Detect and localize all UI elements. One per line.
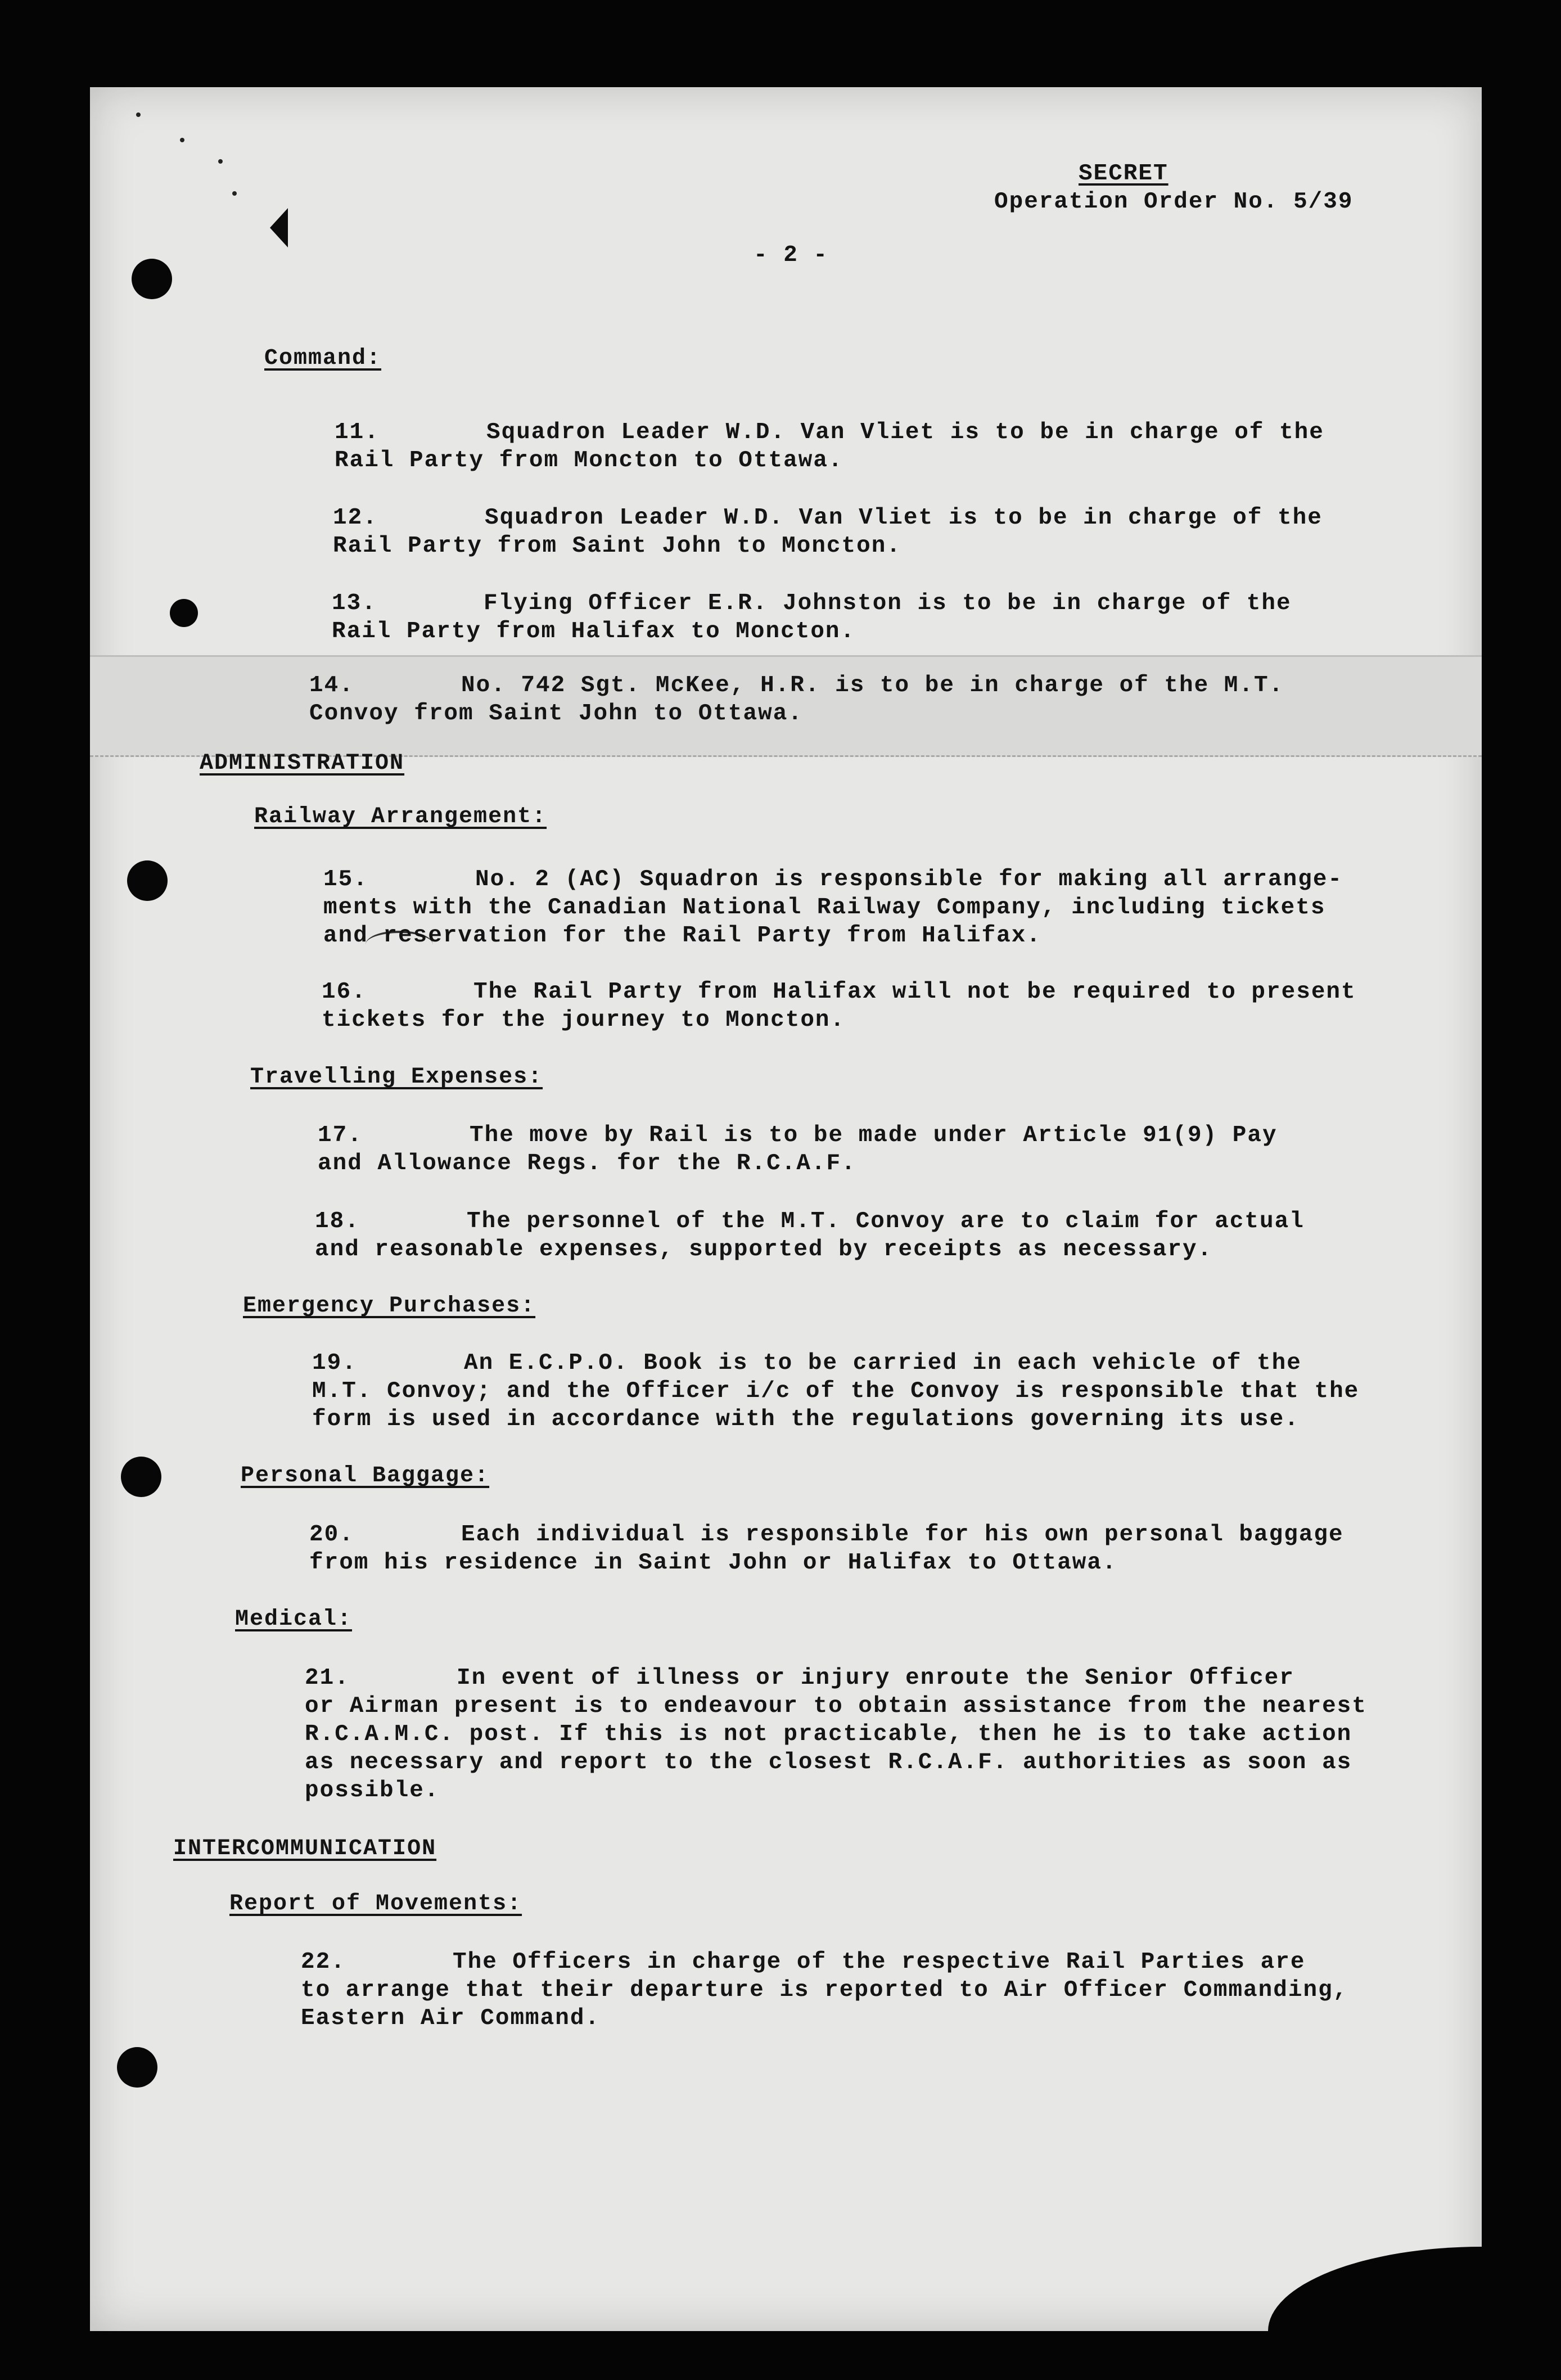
paragraph-19-line-1: 19. An E.C.P.O. Book is to be carried in each vehicle of the (312, 1350, 1302, 1376)
paragraph-number: 17. (318, 1123, 363, 1148)
subheading-travelling-expenses: Travelling Expenses: (250, 1065, 543, 1090)
classification-label: SECRET (1079, 161, 1169, 187)
paragraph-19-line-2: M.T. Convoy; and the Officer i/c of the Convoy is responsible that the (312, 1378, 1360, 1404)
subheading-personal-baggage: Personal Baggage: (241, 1463, 490, 1489)
paragraph-15-line-2: ments with the Canadian National Railway Company, including tickets (323, 895, 1326, 921)
paragraph-16-line-2: tickets for the journey to Moncton. (322, 1007, 846, 1033)
paragraph-21-line-5: possible. (305, 1778, 440, 1804)
paragraph-17-line-2: and Allowance Regs. for the R.C.A.F. (318, 1151, 856, 1177)
paragraph-number: 13. (332, 591, 377, 616)
paragraph-11-line-1: 11. Squadron Leader W.D. Van Vliet is to be in charge of the (335, 420, 1324, 445)
subheading-report-of-movements: Report of Movements: (229, 1891, 522, 1917)
subheading-emergency-purchases: Emergency Purchases: (243, 1293, 536, 1319)
paragraph-21-line-3: R.C.A.M.C. post. If this is not practicable, then he is to take action (305, 1721, 1352, 1747)
paragraph-13-line-2: Rail Party from Halifax to Moncton. (332, 619, 856, 644)
paragraph-15-line-3: and reservation for the Rail Party from Halifax. (323, 923, 1041, 949)
paragraph-number: 15. (323, 867, 368, 893)
paragraph-18-line-1: 18. The personnel of the M.T. Convoy are to claim for actual (315, 1209, 1305, 1234)
dust-speck (232, 191, 237, 196)
paragraph-13-line-1: 13. Flying Officer E.R. Johnston is to be in charge of the (332, 591, 1292, 616)
paragraph-21-line-1: 21. In event of illness or injury enroute the Senior Officer (305, 1665, 1294, 1691)
paragraph-12-line-1: 12. Squadron Leader W.D. Van Vliet is to be in charge of the (333, 505, 1323, 531)
paragraph-21-line-2: or Airman present is to endeavour to obtain assistance from the nearest (305, 1693, 1367, 1719)
paragraph-number: 12. (333, 505, 378, 531)
punch-hole (127, 860, 168, 901)
paragraph-number: 16. (322, 979, 367, 1005)
paragraph-14-line-2: Convoy from Saint John to Ottawa. (309, 701, 803, 727)
paragraph-15-line-1: 15. No. 2 (AC) Squadron is responsible for making all arrange- (323, 867, 1343, 893)
section-heading-command: Command: (264, 346, 382, 371)
paragraph-17-line-1: 17. The move by Rail is to be made under Article 91(9) Pay (318, 1123, 1278, 1148)
paragraph-number: 22. (301, 1949, 346, 1975)
dust-speck (180, 138, 184, 142)
dust-speck (136, 112, 141, 117)
paragraph-22-line-3: Eastern Air Command. (301, 2005, 601, 2031)
subheading-railway-arrangement: Railway Arrangement: (254, 804, 547, 830)
document-page (90, 87, 1482, 2331)
paragraph-16-line-1: 16. The Rail Party from Halifax will not be required to present (322, 979, 1356, 1005)
punch-hole (132, 259, 172, 299)
paragraph-number: 20. (309, 1522, 354, 1548)
paragraph-18-line-2: and reasonable expenses, supported by receipts as necessary. (315, 1237, 1213, 1263)
paragraph-number: 21. (305, 1665, 350, 1691)
paragraph-19-line-3: form is used in accordance with the regulations governing its use. (312, 1407, 1300, 1432)
scan-shadow (1268, 2247, 1482, 2331)
punch-hole (170, 599, 198, 627)
section-heading-intercommunication: INTERCOMMUNICATION (173, 1836, 437, 1861)
section-heading-administration: ADMINISTRATION (200, 751, 405, 776)
paragraph-20-line-2: from his residence in Saint John or Halifax to Ottawa. (309, 1550, 1117, 1576)
dust-speck (218, 159, 223, 164)
operation-order-number: Operation Order No. 5/39 (994, 189, 1354, 215)
paragraph-number: 14. (309, 673, 354, 698)
punch-hole (117, 2047, 157, 2088)
paragraph-14-line-1: 14. No. 742 Sgt. McKee, H.R. is to be in charge of the M.T. (309, 673, 1284, 698)
subheading-medical: Medical: (235, 1607, 353, 1632)
ink-blot (270, 208, 288, 247)
paragraph-11-line-2: Rail Party from Moncton to Ottawa. (335, 448, 843, 474)
paragraph-21-line-4: as necessary and report to the closest R.C.A.F. authorities as soon as (305, 1750, 1352, 1775)
paragraph-number: 18. (315, 1209, 360, 1234)
paragraph-22-line-2: to arrange that their departure is reported to Air Officer Commanding, (301, 1977, 1348, 2003)
paragraph-12-line-2: Rail Party from Saint John to Moncton. (333, 533, 901, 559)
paragraph-number: 11. (335, 420, 380, 445)
page-number: - 2 - (754, 242, 829, 268)
paragraph-number: 19. (312, 1350, 357, 1376)
paragraph-20-line-1: 20. Each individual is responsible for his own personal baggage (309, 1522, 1344, 1548)
paragraph-22-line-1: 22. The Officers in charge of the respective Rail Parties are (301, 1949, 1306, 1975)
punch-hole (121, 1457, 161, 1497)
